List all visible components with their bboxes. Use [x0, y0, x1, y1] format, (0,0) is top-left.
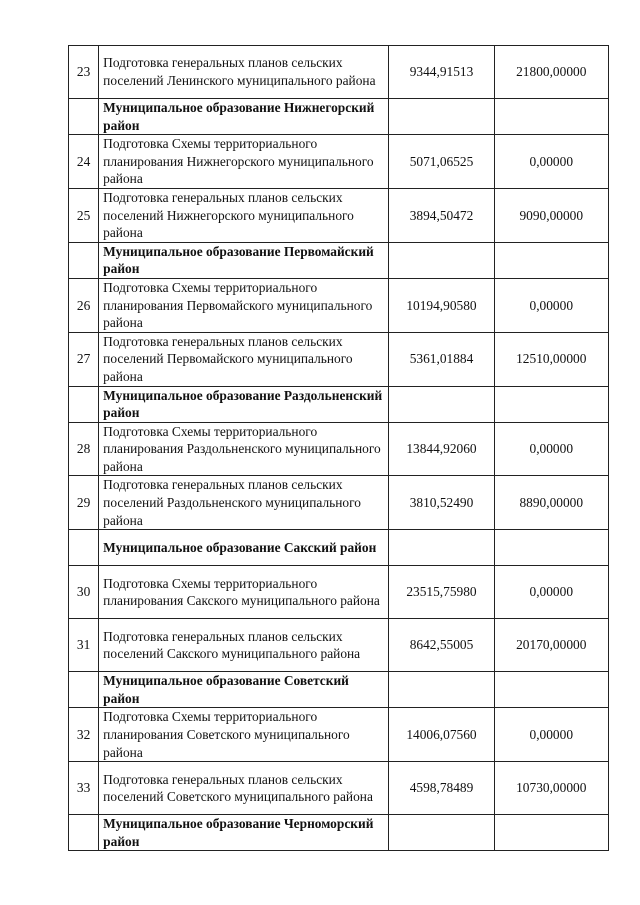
- section-header-row: [69, 386, 609, 422]
- row-number-cell: [69, 242, 99, 278]
- row-number-cell: [69, 530, 99, 566]
- row-number-cell: 33: [69, 762, 99, 815]
- section-header-row: [69, 99, 609, 135]
- row-name-cell: Подготовка генеральных планов сельских поселений Сакского муниципального района: [99, 619, 389, 672]
- row-value-2-cell: 12510,00000: [494, 332, 608, 386]
- row-value-2-cell: [494, 99, 608, 135]
- row-value-1-cell: [389, 672, 494, 708]
- row-value-2-cell: [494, 386, 608, 422]
- row-number-cell: [69, 386, 99, 422]
- row-number-cell: 27: [69, 332, 99, 386]
- row-name-cell: Подготовка Схемы территориального планирования Советского муниципального района: [99, 708, 389, 762]
- row-name-cell: Муниципальное образование Черноморский район: [99, 815, 389, 851]
- table-body: [69, 46, 609, 851]
- row-value-1-cell: [389, 386, 494, 422]
- table-row: [69, 708, 609, 762]
- table-row: [69, 135, 609, 189]
- section-header-row: [69, 815, 609, 851]
- row-name-cell: Муниципальное образование Сакский район: [99, 530, 389, 566]
- row-name-cell: Муниципальное образование Нижнегорский район: [99, 99, 389, 135]
- row-name-cell: Подготовка генеральных планов сельских поселений Раздольненского муниципального района: [99, 476, 389, 530]
- table-row: [69, 762, 609, 815]
- row-value-1-cell: 23515,75980: [389, 566, 494, 619]
- row-value-1-cell: 10194,90580: [389, 278, 494, 332]
- row-name-cell: Подготовка генеральных планов сельских поселений Ленинского муниципального района: [99, 46, 389, 99]
- row-value-1-cell: 13844,92060: [389, 422, 494, 476]
- row-value-2-cell: 0,00000: [494, 708, 608, 762]
- table-row: [69, 566, 609, 619]
- row-value-1-cell: 3894,50472: [389, 188, 494, 242]
- row-number-cell: 26: [69, 278, 99, 332]
- row-value-2-cell: 8890,00000: [494, 476, 608, 530]
- row-value-2-cell: 9090,00000: [494, 188, 608, 242]
- row-value-1-cell: [389, 99, 494, 135]
- row-number-cell: 25: [69, 188, 99, 242]
- row-name-cell: Муниципальное образование Раздольненский район: [99, 386, 389, 422]
- row-number-cell: 32: [69, 708, 99, 762]
- row-name-cell: Подготовка Схемы территориального планирования Раздольненского муниципального района: [99, 422, 389, 476]
- section-header-row: [69, 530, 609, 566]
- row-value-2-cell: 10730,00000: [494, 762, 608, 815]
- row-number-cell: [69, 672, 99, 708]
- row-value-1-cell: 8642,55005: [389, 619, 494, 672]
- row-name-cell: Муниципальное образование Первомайский район: [99, 242, 389, 278]
- row-value-1-cell: 3810,52490: [389, 476, 494, 530]
- row-number-cell: 31: [69, 619, 99, 672]
- row-value-1-cell: 5071,06525: [389, 135, 494, 189]
- row-value-2-cell: [494, 672, 608, 708]
- row-value-2-cell: 0,00000: [494, 278, 608, 332]
- row-number-cell: [69, 815, 99, 851]
- row-value-2-cell: [494, 242, 608, 278]
- section-header-row: [69, 242, 609, 278]
- row-value-2-cell: [494, 815, 608, 851]
- table-row: [69, 46, 609, 99]
- row-number-cell: 30: [69, 566, 99, 619]
- row-value-1-cell: 4598,78489: [389, 762, 494, 815]
- table-row: [69, 278, 609, 332]
- row-value-2-cell: 21800,00000: [494, 46, 608, 99]
- row-number-cell: 29: [69, 476, 99, 530]
- row-name-cell: Муниципальное образование Советский район: [99, 672, 389, 708]
- row-number-cell: [69, 99, 99, 135]
- table-row: [69, 422, 609, 476]
- row-name-cell: Подготовка Схемы территориального планирования Первомайского муниципального района: [99, 278, 389, 332]
- row-value-1-cell: [389, 815, 494, 851]
- row-value-2-cell: 0,00000: [494, 422, 608, 476]
- table-row: [69, 332, 609, 386]
- section-header-row: [69, 672, 609, 708]
- row-value-2-cell: 0,00000: [494, 135, 608, 189]
- row-value-1-cell: 14006,07560: [389, 708, 494, 762]
- row-name-cell: Подготовка Схемы территориального планирования Сакского муниципального района: [99, 566, 389, 619]
- row-number-cell: 24: [69, 135, 99, 189]
- row-value-2-cell: [494, 530, 608, 566]
- budget-table: [68, 45, 609, 851]
- row-value-1-cell: [389, 242, 494, 278]
- row-value-1-cell: 5361,01884: [389, 332, 494, 386]
- row-value-1-cell: [389, 530, 494, 566]
- row-number-cell: 28: [69, 422, 99, 476]
- row-value-1-cell: 9344,91513: [389, 46, 494, 99]
- table-row: [69, 619, 609, 672]
- table-row: [69, 188, 609, 242]
- row-name-cell: Подготовка генеральных планов сельских поселений Советского муниципального района: [99, 762, 389, 815]
- row-number-cell: 23: [69, 46, 99, 99]
- row-name-cell: Подготовка генеральных планов сельских поселений Нижнегорского муниципального района: [99, 188, 389, 242]
- row-value-2-cell: 0,00000: [494, 566, 608, 619]
- row-value-2-cell: 20170,00000: [494, 619, 608, 672]
- row-name-cell: Подготовка генеральных планов сельских поселений Первомайского муниципального района: [99, 332, 389, 386]
- row-name-cell: Подготовка Схемы территориального планирования Нижнегорского муниципального района: [99, 135, 389, 189]
- table-row: [69, 476, 609, 530]
